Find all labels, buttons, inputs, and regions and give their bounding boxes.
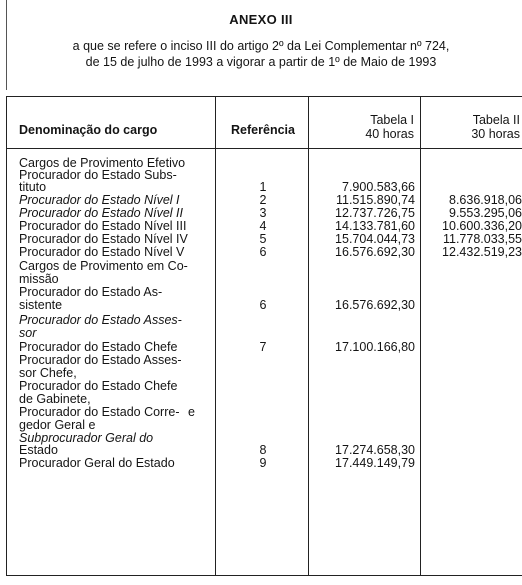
referencia-value: 9 [259, 456, 267, 470]
header-divider [7, 148, 522, 149]
column-header-tabela-1 [309, 113, 414, 141]
column-header-tabela-2-hours: 30 horas [471, 127, 520, 141]
tabela-1-value: 16.576.692,30 [335, 245, 415, 259]
subtitle-line-1: a que se refere o inciso III do artigo 2º da Lei Complementar nº 724, [72, 39, 450, 53]
tabela-2-value: 12.432.519,23 [442, 245, 522, 259]
cargo-name: tituto [19, 180, 47, 194]
cargo-name: missão [19, 272, 59, 286]
cargo-name: Procurador do Estado As- [19, 285, 163, 299]
cargo-name: Procurador do Estado Asses- [19, 313, 182, 327]
cargo-name: Procurador do Estado Chefe [19, 340, 178, 354]
referencia-value: 2 [259, 193, 267, 207]
referencia-value: 7 [259, 340, 267, 354]
conjunction-mark: e [188, 405, 195, 419]
column-divider [308, 97, 309, 575]
column-header-referencia: Referência [231, 123, 295, 137]
column-header-tabela-2-title: Tabela II [472, 113, 520, 127]
tabela-2-value: 9.553.295,06 [449, 206, 522, 220]
tabela-1-value: 17.274.658,30 [335, 443, 415, 457]
cargo-name: Procurador do Estado Subs- [19, 168, 177, 182]
cargo-name: Procurador do Estado Nível I [19, 193, 180, 207]
column-divider [215, 97, 216, 575]
subtitle-line-2: de 15 de julho de 1993 a vigorar a partir de 1º de Maio de 1993 [85, 55, 437, 69]
cargo-name: Procurador do Estado Corre- [19, 405, 180, 419]
cargo-name: de Gabinete, [19, 392, 91, 406]
column-header-tabela-2 [421, 113, 520, 141]
tabela-2-value: 10.600.336,20 [442, 219, 522, 233]
cargo-name: Estado [19, 443, 58, 457]
tabela-1-value: 12.737.726,75 [335, 206, 415, 220]
cargo-name: Procurador do Estado Nível II [19, 206, 183, 220]
cargo-name: sor Chefe, [19, 366, 77, 380]
cargo-name: Procurador do Estado Nível III [19, 219, 187, 233]
referencia-value: 6 [259, 245, 267, 259]
referencia-value: 5 [259, 232, 267, 246]
cargo-name: gedor Geral e [19, 418, 96, 432]
referencia-value: 1 [259, 180, 267, 194]
cargo-name: Procurador do Estado Chefe [19, 379, 178, 393]
referencia-value: 4 [259, 219, 267, 233]
tabela-2-value: 11.778.033,55 [442, 232, 522, 246]
salary-table [6, 96, 522, 576]
cargo-name: sor [19, 326, 37, 340]
referencia-value: 6 [259, 298, 267, 312]
column-header-tabela-1-hours: 40 horas [365, 127, 414, 141]
tabela-2-value: 8.636.918,06 [449, 193, 522, 207]
tabela-1-value: 16.576.692,30 [335, 298, 415, 312]
tabela-1-value: 15.704.044,73 [335, 232, 415, 246]
cargo-name: Subprocurador Geral do [19, 431, 154, 445]
column-divider [420, 97, 421, 575]
cargo-name: Cargos de Provimento em Co- [19, 259, 188, 273]
cargo-name: Procurador Geral do Estado [19, 456, 175, 470]
page-title: ANEXO III [229, 12, 293, 27]
column-header-denominacao: Denominação do cargo [19, 123, 158, 137]
tabela-1-value: 14.133.781,60 [335, 219, 415, 233]
tabela-1-value: 17.449.149,79 [335, 456, 415, 470]
tabela-1-value: 7.900.583,66 [342, 180, 415, 194]
cargo-name: sistente [19, 298, 63, 312]
tabela-1-value: 17.100.166,80 [335, 340, 415, 354]
tabela-1-value: 11.515.890,74 [335, 193, 415, 207]
cargo-name: Procurador do Estado Nível IV [19, 232, 188, 246]
referencia-value: 8 [259, 443, 267, 457]
referencia-value: 3 [259, 206, 267, 220]
cargo-name: Procurador do Estado Nível V [19, 245, 185, 259]
cargo-name: Procurador do Estado Asses- [19, 353, 182, 367]
column-header-tabela-1-title: Tabela I [370, 113, 414, 127]
cargo-name: Cargos de Provimento Efetivo [19, 156, 186, 170]
